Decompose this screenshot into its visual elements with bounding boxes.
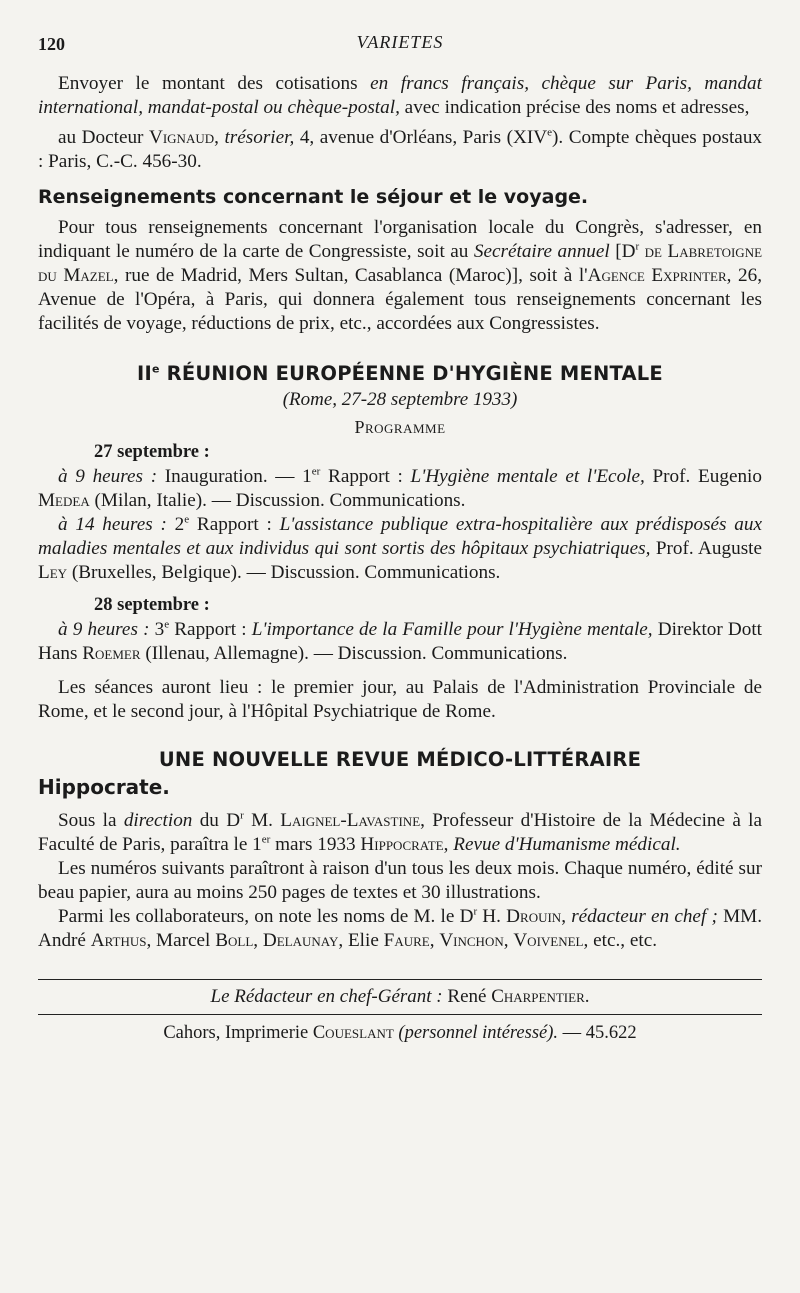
signature-line: Le Rédacteur en chef-Gérant : René Charpentier. [210,986,590,1007]
programme-item: à 9 heures : Inauguration. — 1er Rapport : L'Hygiène mentale et l'Ecole, Prof. Eugenio Medea (Milan, Italie). — Discussion. Communications. [38,465,762,511]
running-head [38,28,762,58]
revue-name: Hippocrate. [38,775,170,799]
reunion-title: IIe RÉUNION EUROPÉENNE D'HYGIÈNE MENTALE [137,362,663,385]
seances-paragraph: Les séances auront lieu : le premier jour, au Palais de l'Administration Provinciale de Rome, et le second jour, à l'Hôpital Psychiatrique de Rome. [38,677,762,722]
treasurer-paragraph: au Docteur Vignaud, trésorier, 4, avenue d'Orléans, Paris (XIVe). Compte chèques postaux : Paris, C.-C. 456-30. [38,126,763,172]
day-two-heading: 28 septembre : [94,595,210,615]
printer-line: Cahors, Imprimerie Coueslant (personnel intéressé). — 45.622 [163,1023,637,1043]
info-paragraph: Pour tous renseignements concernant l'organisation locale du Congrès, s'adresser, en indiquant le numéro de la carte de Congressiste, soit au Secrétaire annuel [$D^r$ de Labretoigne du Mazel, rue de Madrid, Mers Sultan, Casablanca (Maroc)], soit à l'Agence Exprinter, 26, Avenue de l'Opéra, à Paris, qui donnera également tous renseignements concernant les facilités de voyage, réductions de prix, etc., accordées aux Congressistes. [38,217,763,334]
day-one-heading: 27 septembre : [94,442,210,462]
reunion-subtitle: (Rome, 27-28 septembre 1933) [282,389,518,410]
info-heading: Renseignements concernant le séjour et le voyage. [38,186,589,208]
page-number: 120 [38,34,65,54]
running-title: VARIETES [356,32,444,52]
programme-item: à 14 heures : 2e Rapport : L'assistance publique extra-hospitalière aux prédisposés aux maladies mentales et aux individus qui sont sortis des hôpitaux psychiatriques, Prof. Auguste Ley (Bruxelles, Belgique). — Discussion. Communications. [38,513,763,583]
agency-name: Agence Exprinter [587,265,727,286]
secretary-name: de Labretoigne du Mazel [38,241,763,286]
revue-title: UNE NOUVELLE REVUE MÉDICO-LITTÉRAIRE [158,748,642,771]
payment-paragraph: Envoyer le montant des cotisations en francs français, chèque sur Paris, mandat international, mandat-postal ou chèque-postal, avec indication précise des noms et adresses, [38,73,762,118]
footer-rule [38,1014,762,1015]
revue-paragraph: Les numéros suivants paraîtront à raison d'un tous les deux mois. Chaque numéro, édité sur beau papier, aura au moins 250 pages de textes et 30 illustrations. [38,858,762,903]
treasurer-name: Vignaud [148,127,215,148]
programme-label: Programme [354,417,446,437]
programme-item: à 9 heures : 3e Rapport : L'importance de la Famille pour l'Hygiène mentale, Direktor Dott Hans Roemer (Illenau, Allemagne). — Discussion. Communications. [38,618,763,664]
revue-paragraph: Sous la direction du $D^r$ M. Laignel-Lavastine, Professeur d'Histoire de la Médecine à la Faculté de Paris, paraîtra le 1er mars 1933 Hippocrate, Revue d'Humanisme médical. [38,809,763,855]
footer-rule [38,979,762,980]
collaborators-paragraph: Parmi les collaborateurs, on note les noms de M. le $D^r$ H. Drouin, rédacteur en chef ; MM. André Arthus, Marcel Boll, Delaunay, Elie Faure, Vinchon, Voivenel, etc., etc. [38,905,762,951]
